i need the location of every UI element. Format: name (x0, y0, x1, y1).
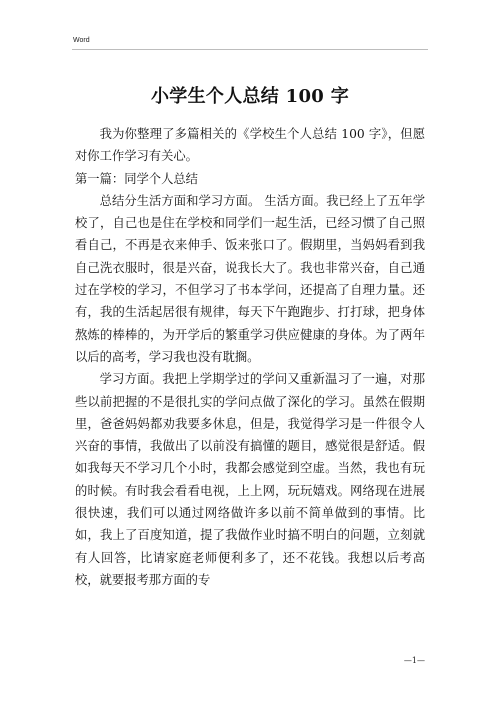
header-app-label: Word (73, 37, 90, 44)
document-title: 小学生个人总结 100 字 (150, 86, 349, 107)
body-paragraph: 学习方面。我把上学期学过的学问又重新温习了一遍，对那些以前把握的不是很扎实的学问点做了深化的学习。虽然在假期里，爸爸妈妈都劝我要多休息，但是，我觉得学习是一件很令人兴奋的事情，我做出了以前没有搞懂的题目，感觉很是舒适。假如我每天不学习几个小时，我都会感觉到空虚。当然，我也有玩的时候。有时我会看看电视，上上网，玩玩嬉戏。网络现在进展很快速，我们可以通过网络做许多以前不简单做到的事情。比如，我上了百度知道，提了我做作业时搞不明白的问题，立刻就有人回答，比请家庭老师便利多了，还不花钱。我想以后考高校，就要报考那方面的专 (75, 372, 425, 587)
document-body (75, 123, 425, 591)
page-number: —1— (403, 656, 425, 665)
body-paragraph: 总结分生活方面和学习方面。 生活方面。我已经上了五年学校了，自己也是住在学校和同学们一起生活，已经习惯了自己照看自己，不再是衣来伸手、饭来张口了。假期里，当妈妈看到我自己洗衣服时，很是兴奋，说我长大了。我也非常兴奋，自己通过在学校的学习，不但学习了书本学问，还提高了自理力量。还有，我的生活起居很有规律，每天下午跑跑步、打打球，把身体熬炼的棒棒的，为开学后的繁重学习供应健康的身体。为了两年以后的高考，学习我也没有耽搁。 (75, 193, 425, 364)
section-heading: 第一篇：同学个人总结 (75, 171, 198, 186)
header-divider (72, 49, 428, 50)
intro-paragraph: 我为你整理了多篇相关的《学校生个人总结 100 字》，但愿对你工作学习有关心。 (75, 127, 425, 164)
